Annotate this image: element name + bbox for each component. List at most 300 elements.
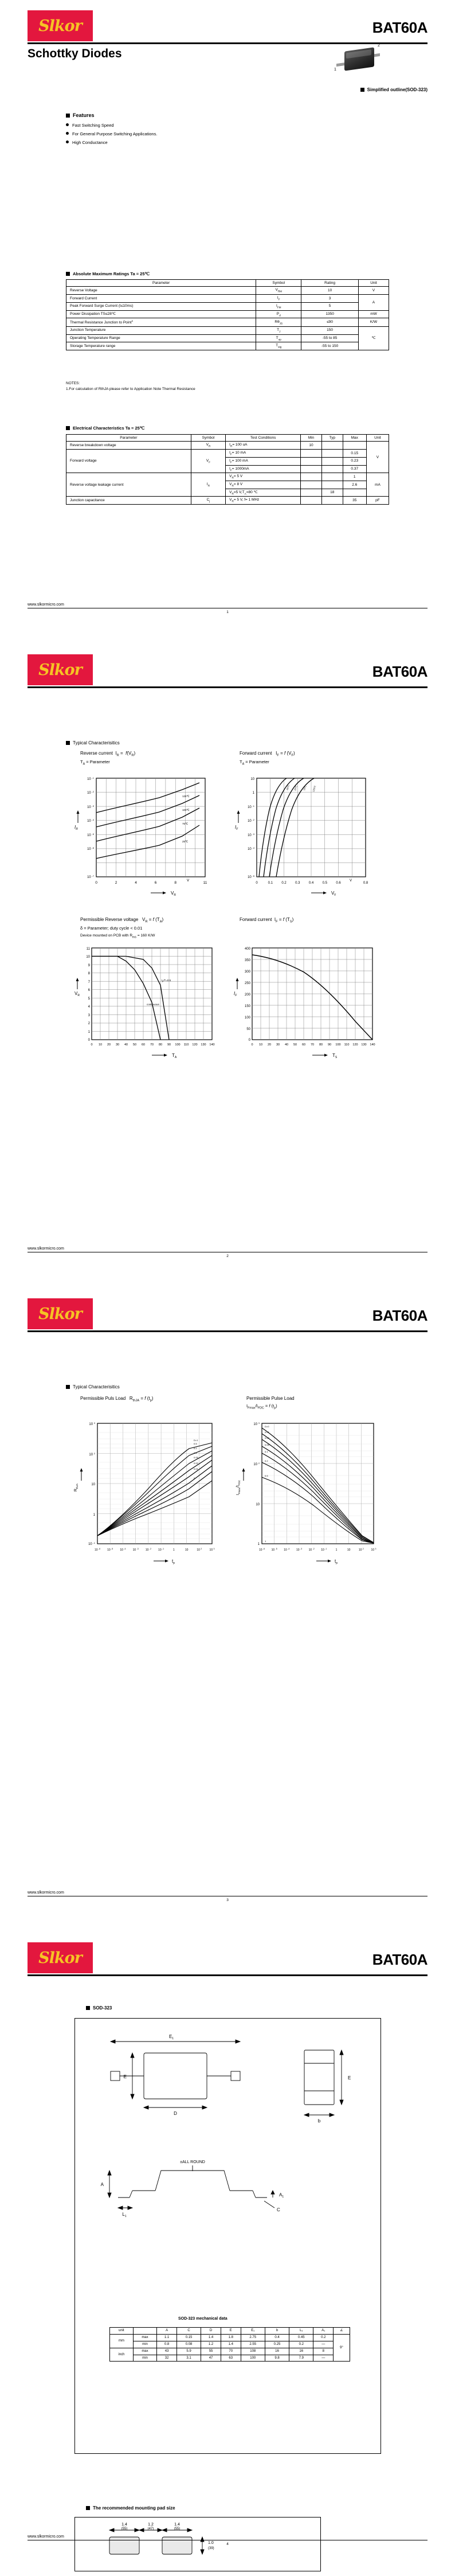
column-header: C bbox=[176, 2328, 201, 2335]
chart-forward-current-ts bbox=[229, 942, 390, 1068]
unit-cell: V bbox=[358, 287, 389, 295]
symbol-cell: $T_J$ bbox=[256, 326, 301, 334]
rating-cell: 5 bbox=[301, 302, 359, 310]
svg-text:5: 5 bbox=[88, 997, 90, 1001]
column-header: Unit bbox=[358, 280, 389, 287]
column-header: Parameter bbox=[66, 280, 256, 287]
parameter-cell: Storage Temperature range bbox=[66, 342, 256, 350]
chart-note: Device mounted on PCB with $R_{thS} = 160$ K/W bbox=[80, 934, 155, 939]
column-header: A₁ bbox=[313, 2328, 334, 2335]
rating-cell: 1350 bbox=[301, 310, 359, 318]
svg-text:1: 1 bbox=[93, 1513, 95, 1517]
svg-text:0.8: 0.8 bbox=[363, 881, 368, 885]
unit-cell: mW bbox=[358, 310, 389, 318]
rating-cell: 3 bbox=[301, 295, 359, 303]
parameter-cell: Reverse Voltage bbox=[66, 287, 256, 295]
feature-item: Fast Switching Speed bbox=[66, 123, 157, 128]
symbol-cell: $I_F$ bbox=[256, 295, 301, 303]
dimension-cell: 1.2 bbox=[201, 2341, 221, 2348]
column-header: A bbox=[157, 2328, 177, 2335]
svg-text:10 3: 10 $^3$ bbox=[371, 1548, 376, 1552]
dimension-cell: 63 bbox=[221, 2355, 241, 2362]
chart-caption-forward-current-ts bbox=[240, 916, 293, 925]
svg-text:10: 10 bbox=[91, 1483, 95, 1486]
svg-text:A1: $A_1$ bbox=[279, 2192, 284, 2199]
typ-cell bbox=[321, 481, 343, 489]
svg-text:10: 10 bbox=[86, 955, 90, 959]
dimension-cell: 55 bbox=[201, 2348, 221, 2355]
column-header bbox=[133, 2328, 156, 2335]
chart-subtitle: $T_A$ = Parameter bbox=[240, 759, 269, 766]
svg-text:3: 3 bbox=[88, 1014, 90, 1017]
svg-text:10 2: 10 $^2$ bbox=[89, 1452, 95, 1457]
svg-text:1: 1 bbox=[257, 1543, 260, 1546]
svg-text:0.2: 0.2 bbox=[265, 1459, 268, 1462]
absolute-maximum-ratings-table bbox=[66, 279, 389, 350]
svg-text:10 -1: 10 $^{-1}$ bbox=[248, 805, 254, 809]
part-number: BAT60A bbox=[372, 1951, 427, 1968]
typ-cell bbox=[321, 457, 343, 465]
svg-text:10 -4: 10 $^{-4}$ bbox=[284, 1548, 290, 1552]
typ-cell: 18 bbox=[321, 489, 343, 497]
dimension-cell: 16 bbox=[289, 2348, 313, 2355]
dimension-cell: 2.75 bbox=[241, 2334, 265, 2341]
table-row bbox=[66, 302, 389, 310]
unit-cell: inch bbox=[110, 2348, 134, 2362]
rating-cell: ≤90 bbox=[301, 318, 359, 327]
svg-text:10 -4: 10 $^{-4}$ bbox=[120, 1548, 126, 1552]
svg-text:70: 70 bbox=[310, 1043, 315, 1047]
svg-text:0.05: 0.05 bbox=[194, 1456, 198, 1459]
svg-text:75℃: 75℃ bbox=[303, 785, 307, 791]
svg-text:110: 110 bbox=[183, 1043, 189, 1047]
svg-text:L1: $L_1$ bbox=[122, 2212, 127, 2218]
svg-text:40: 40 bbox=[124, 1043, 128, 1047]
svg-text:10 -1: 10 $^{-1}$ bbox=[158, 1548, 164, 1552]
page-1 bbox=[0, 0, 455, 644]
typ-cell bbox=[321, 473, 343, 481]
parameter-cell: Thermal Resistance Junction to Point$^1$ bbox=[66, 318, 256, 327]
svg-text:tp: $t_p$ bbox=[172, 1559, 175, 1565]
svg-text:10 -5: 10 $^{-5}$ bbox=[107, 1548, 113, 1552]
dimension-cell: 0.45 bbox=[289, 2334, 313, 2341]
page-footer bbox=[28, 1891, 427, 1902]
column-header: Symbol bbox=[256, 280, 301, 287]
minmax-cell: max bbox=[133, 2334, 156, 2341]
package-preview-caption bbox=[360, 87, 427, 92]
logo-text: Slkor bbox=[38, 17, 82, 35]
parameter-cell: Junction Temperature bbox=[66, 326, 256, 334]
parameter-cell: Forward Current bbox=[66, 295, 256, 303]
parameter-cell: Reverse voltage leakage current bbox=[66, 473, 191, 497]
svg-text:10 -6: 10 $^{-6}$ bbox=[94, 1548, 101, 1552]
mechanical-heading bbox=[86, 2005, 112, 2011]
svg-text:10 -1: 10 $^{-1}$ bbox=[87, 776, 94, 781]
unit-cell: A bbox=[358, 295, 389, 310]
parameter-cell: Power Dissipation TS≤28℃ bbox=[66, 310, 256, 318]
svg-text:4: 4 bbox=[135, 881, 137, 885]
svg-text:0.1: 0.1 bbox=[265, 1450, 268, 1453]
svg-text:0: 0 bbox=[194, 1477, 195, 1480]
svg-text:0.5: 0.5 bbox=[322, 881, 327, 885]
page-3 bbox=[0, 1288, 455, 1932]
page-footer bbox=[28, 603, 427, 614]
rating-cell: -55 to 85 bbox=[301, 334, 359, 342]
table-row bbox=[66, 310, 389, 318]
dimension-cell: 3.1 bbox=[176, 2355, 201, 2362]
company-logo bbox=[28, 654, 93, 685]
dimension-cell: 70 bbox=[221, 2348, 241, 2355]
min-cell bbox=[301, 450, 322, 458]
condition-cell: $I_F= 1000mA$ bbox=[226, 465, 301, 473]
mechanical-table-caption: SOD-323 mechanical data bbox=[178, 2317, 227, 2321]
svg-text:125℃: 125℃ bbox=[182, 795, 190, 798]
dimension-cell: 2.55 bbox=[241, 2341, 265, 2348]
svg-text:10: 10 bbox=[347, 1548, 351, 1552]
chart-title: Forward current $I_F = f$ $(T_S)$ bbox=[240, 917, 294, 924]
svg-text:(47): (47) bbox=[147, 2527, 154, 2531]
svg-text:30: 30 bbox=[276, 1043, 280, 1047]
svg-text:A: A bbox=[100, 2182, 104, 2187]
dimension-cell: 0.8 bbox=[157, 2341, 177, 2348]
svg-text:6: 6 bbox=[88, 989, 90, 992]
pin-2-label: 2 bbox=[378, 44, 380, 48]
table-row bbox=[66, 442, 389, 450]
table-row bbox=[66, 450, 389, 458]
svg-text:10 -7: 10 $^{-7}$ bbox=[87, 875, 94, 879]
column-header: E₁ bbox=[241, 2328, 265, 2335]
company-logo bbox=[28, 10, 93, 41]
page-number: 1 bbox=[226, 610, 229, 614]
svg-text:0.5: 0.5 bbox=[265, 1474, 268, 1477]
dimension-cell: 0.08 bbox=[176, 2341, 201, 2348]
max-cell: 35 bbox=[343, 497, 366, 505]
svg-text:0.3: 0.3 bbox=[295, 881, 300, 885]
chart-permissible-reverse-voltage bbox=[69, 942, 229, 1068]
svg-text:10 -5: 10 $^{-5}$ bbox=[87, 833, 94, 837]
dimension-cell: 108 bbox=[241, 2348, 265, 2355]
package-preview-graphic bbox=[332, 39, 401, 85]
notes-text: 1.For calculation of RthJA please refer to Application Note Thermal Resistance bbox=[66, 387, 195, 391]
symbol-cell: $T_{op}$ bbox=[256, 334, 301, 342]
condition-cell: $V_R= 5$ V bbox=[226, 473, 301, 481]
svg-text:100: 100 bbox=[335, 1043, 341, 1047]
svg-text:E1: $E_1$ bbox=[168, 2034, 174, 2040]
symbol-cell: $I_{FM}$ bbox=[256, 302, 301, 310]
dimension-cell: 0.25 bbox=[265, 2341, 289, 2348]
column-header: Max bbox=[343, 435, 366, 442]
svg-text:100: 100 bbox=[244, 1016, 250, 1020]
symbol-cell: $V_{RM}$ bbox=[256, 287, 301, 295]
dimension-cell: 1.1 bbox=[157, 2334, 177, 2341]
notes-label: NOTES: bbox=[66, 381, 80, 385]
svg-text:0.01: 0.01 bbox=[194, 1467, 198, 1470]
min-cell bbox=[301, 489, 322, 497]
dimension-cell: — bbox=[313, 2355, 334, 2362]
symbol-cell: $C_j$ bbox=[191, 497, 225, 505]
svg-text:75℃: 75℃ bbox=[182, 822, 189, 825]
typical-char-heading-text: Typical Characterisitics bbox=[73, 740, 120, 746]
table-row bbox=[66, 342, 389, 350]
part-number: BAT60A bbox=[372, 663, 427, 680]
header-divider bbox=[28, 1330, 427, 1332]
company-logo bbox=[28, 1942, 93, 1973]
svg-text:10 -6: 10 $^{-6}$ bbox=[87, 846, 94, 851]
chart-title: Permissible Pulse Load bbox=[246, 1396, 295, 1401]
svg-text:120: 120 bbox=[352, 1043, 358, 1047]
svg-text:10 2: 10 $^2$ bbox=[358, 1548, 364, 1552]
elec-char-caption bbox=[66, 426, 144, 431]
chart-caption-pulse-load-ifmax bbox=[246, 1395, 295, 1411]
parameter-cell: Forward voltage bbox=[66, 450, 191, 473]
svg-text:10 3: 10 $^3$ bbox=[209, 1548, 215, 1552]
svg-text:50: 50 bbox=[132, 1043, 137, 1047]
svg-text:0.6: 0.6 bbox=[336, 881, 341, 885]
svg-text:10 3: 10 $^3$ bbox=[89, 1422, 95, 1426]
svg-text:250: 250 bbox=[244, 982, 250, 985]
chart-title: Forward current $I_F = f$ $(V_F)$ bbox=[240, 751, 295, 758]
svg-text:0.01: 0.01 bbox=[265, 1431, 269, 1434]
package-outline-drawing bbox=[75, 2019, 381, 2305]
svg-text:130: 130 bbox=[361, 1043, 367, 1047]
table-row bbox=[66, 295, 389, 303]
dimension-cell: — bbox=[313, 2341, 334, 2348]
minmax-cell: max bbox=[133, 2348, 156, 2355]
typical-char-heading-text: Typical Characterisitics bbox=[73, 1384, 120, 1390]
column-header: L₁ bbox=[289, 2328, 313, 2335]
svg-text:1.2: 1.2 bbox=[148, 2523, 154, 2527]
max-cell bbox=[343, 442, 366, 450]
column-header: Symbol bbox=[191, 435, 225, 442]
svg-text:IFmax/IFDC: $I_{Fmax}/I_{FDC}$ bbox=[236, 1480, 241, 1496]
symbol-cell: $V_F$ bbox=[191, 450, 225, 473]
svg-text:0: 0 bbox=[256, 881, 258, 885]
abs-max-notes bbox=[66, 381, 195, 392]
svg-text:1: 1 bbox=[88, 1031, 90, 1034]
rating-cell: 150 bbox=[301, 326, 359, 334]
svg-text:TS: $T_S$ bbox=[332, 1053, 338, 1059]
svg-text:0.1: 0.1 bbox=[268, 881, 273, 885]
symbol-cell: $I_R$ bbox=[191, 473, 225, 497]
svg-text:10: 10 bbox=[250, 778, 254, 781]
svg-text:80: 80 bbox=[319, 1043, 323, 1047]
elec-char-caption-text: Electrical Characteristics Ta = 25℃ bbox=[73, 426, 145, 431]
mechanical-drawing-frame bbox=[74, 2018, 381, 2454]
svg-text:(55): (55) bbox=[121, 2527, 128, 2531]
typical-characteristics-heading bbox=[66, 1384, 120, 1390]
svg-text:1: 1 bbox=[172, 1548, 175, 1552]
svg-text:8: 8 bbox=[174, 881, 177, 885]
svg-text:25℃: 25℃ bbox=[182, 840, 189, 843]
svg-text:11: 11 bbox=[203, 881, 207, 885]
svg-text:6: 6 bbox=[154, 881, 157, 885]
svg-text:10 -1: 10 $^{-1}$ bbox=[88, 1541, 95, 1546]
svg-text:90: 90 bbox=[327, 1043, 332, 1047]
chart-forward-current bbox=[229, 771, 384, 906]
svg-text:0: 0 bbox=[88, 1039, 90, 1042]
chart-reverse-current bbox=[69, 771, 223, 906]
page-4 bbox=[0, 1932, 455, 2576]
svg-text:1: 1 bbox=[265, 1540, 266, 1543]
condition-cell: $I_R= 100$ uA bbox=[226, 442, 301, 450]
typ-cell bbox=[321, 450, 343, 458]
svg-text:0: 0 bbox=[251, 1043, 253, 1047]
svg-text:IF: $I_F$ bbox=[235, 825, 238, 831]
header-divider bbox=[28, 686, 427, 688]
svg-text:80: 80 bbox=[158, 1043, 163, 1047]
condition-cell: $I_F= 10$ mA bbox=[226, 450, 301, 458]
svg-text:10 -5: 10 $^{-5}$ bbox=[271, 1548, 277, 1552]
svg-text:60: 60 bbox=[301, 1043, 306, 1047]
svg-text:TA: $T_A$ bbox=[172, 1053, 177, 1059]
minmax-cell: min bbox=[133, 2355, 156, 2362]
svg-text:0.4: 0.4 bbox=[308, 881, 314, 885]
symbol-cell: $T_{stg}$ bbox=[256, 342, 301, 350]
svg-text:10 2: 10 $^2$ bbox=[197, 1548, 202, 1552]
table-row bbox=[110, 2334, 350, 2341]
column-header: Test Conditions bbox=[226, 435, 301, 442]
column-header: Unit bbox=[366, 435, 389, 442]
dimension-cell: 32 bbox=[157, 2355, 177, 2362]
svg-text:tp/T=0.5: $t_p/T=0.5$ bbox=[162, 979, 171, 982]
svg-text:0.1: 0.1 bbox=[194, 1451, 197, 1454]
svg-text:10 -4: 10 $^{-4}$ bbox=[87, 818, 94, 823]
column-header: E bbox=[221, 2328, 241, 2335]
page-number: 4 bbox=[226, 2542, 229, 2546]
electrical-characteristics-table bbox=[66, 434, 389, 505]
parameter-cell: Peak Forward Surge Current (t≤10ms) bbox=[66, 302, 256, 310]
svg-text:200: 200 bbox=[244, 993, 250, 997]
svg-text:350: 350 bbox=[244, 959, 250, 962]
svg-text:125℃: 125℃ bbox=[312, 785, 317, 793]
svg-text:0: 0 bbox=[248, 1039, 250, 1042]
svg-text:VR: $V_R$ bbox=[171, 891, 176, 897]
svg-text:2: 2 bbox=[88, 1022, 90, 1025]
feature-item: High Conductance bbox=[66, 140, 157, 145]
svg-text:1.4: 1.4 bbox=[121, 2523, 127, 2527]
svg-text:10 -2: 10 $^{-2}$ bbox=[145, 1548, 151, 1552]
logo-text: Slkor bbox=[38, 661, 82, 679]
svg-text:10 -2: 10 $^{-2}$ bbox=[87, 790, 94, 795]
mechanical-heading-text: SOD-323 bbox=[93, 2005, 112, 2011]
min-cell bbox=[301, 465, 322, 473]
svg-text:(39): (39) bbox=[208, 2547, 214, 2550]
svg-text:8: 8 bbox=[88, 972, 90, 975]
package-caption-text: Simplified outline(SOD-323) bbox=[367, 87, 427, 92]
svg-text:10 -2: 10 $^{-2}$ bbox=[248, 818, 254, 823]
typical-characteristics-heading bbox=[66, 740, 120, 746]
column-header: b bbox=[265, 2328, 289, 2335]
svg-text:9: 9 bbox=[88, 964, 90, 967]
svg-text:0.02: 0.02 bbox=[265, 1437, 269, 1439]
table-row bbox=[66, 497, 389, 505]
column-header: Typ bbox=[321, 435, 343, 442]
footer-url: www.slkormicro.com bbox=[28, 2535, 64, 2539]
svg-text:10 -3: 10 $^{-3}$ bbox=[132, 1548, 139, 1552]
features-heading bbox=[66, 112, 157, 118]
chart-subtitle: $I_{Fmax}/I_{FDC} = f$ $(t_p)$ bbox=[246, 1403, 277, 1410]
parameter-cell: Junction capacitance bbox=[66, 497, 191, 505]
unit-cell: ℃ bbox=[358, 326, 389, 350]
column-header: Min bbox=[301, 435, 322, 442]
svg-text:1: 1 bbox=[335, 1548, 338, 1552]
dimension-cell: 7.9 bbox=[289, 2355, 313, 2362]
svg-text:20: 20 bbox=[107, 1043, 111, 1047]
rating-cell: -55 to 150 bbox=[301, 342, 359, 350]
max-cell: 0.23 bbox=[343, 457, 366, 465]
symbol-cell: $P_d$ bbox=[256, 310, 301, 318]
svg-text:70: 70 bbox=[150, 1043, 154, 1047]
svg-text:E: E bbox=[123, 2074, 127, 2079]
svg-text:VF: $V_F$ bbox=[331, 891, 336, 897]
max-cell: 0.15 bbox=[343, 450, 366, 458]
logo-text: Slkor bbox=[38, 1305, 82, 1323]
svg-text:30: 30 bbox=[115, 1043, 120, 1047]
package-body bbox=[344, 47, 374, 71]
svg-text:10 -3: 10 $^{-3}$ bbox=[87, 805, 94, 809]
svg-text:10 -2: 10 $^{-2}$ bbox=[308, 1548, 315, 1552]
page-footer bbox=[28, 1247, 427, 1258]
parameter-cell: Reverse breakdown voltage bbox=[66, 442, 191, 450]
company-logo bbox=[28, 1298, 93, 1329]
svg-text:1.0: 1.0 bbox=[208, 2541, 214, 2545]
svg-text:10: 10 bbox=[256, 1503, 260, 1506]
chart-subtitle: δ = Parameter; duty cycle < 0.01 bbox=[80, 926, 143, 931]
unit-cell: pF bbox=[366, 497, 389, 505]
dimension-cell: 8 bbox=[313, 2348, 334, 2355]
svg-text:140: 140 bbox=[209, 1043, 215, 1047]
chart-permissible-pulse-load-rthja bbox=[72, 1416, 232, 1574]
svg-text:IR: $I_R$ bbox=[74, 825, 78, 831]
column-header: ∠ bbox=[334, 2328, 350, 2335]
svg-text:40: 40 bbox=[284, 1043, 289, 1047]
dimension-cell: 16 bbox=[265, 2348, 289, 2355]
table-row bbox=[66, 326, 389, 334]
table-row bbox=[110, 2341, 350, 2348]
min-cell: 10 bbox=[301, 442, 322, 450]
symbol-cell: $V_R$ bbox=[191, 442, 225, 450]
svg-text:VR: $V_R$ bbox=[74, 991, 80, 997]
table-row bbox=[66, 334, 389, 342]
svg-text:0.2: 0.2 bbox=[194, 1447, 197, 1450]
dimension-cell: 1.4 bbox=[221, 2341, 241, 2348]
unit-cell: mm bbox=[110, 2334, 134, 2348]
svg-text:1: 1 bbox=[252, 791, 254, 795]
dimension-cell: 9.8 bbox=[265, 2355, 289, 2362]
svg-text:20: 20 bbox=[267, 1043, 272, 1047]
svg-text:10 -5: 10 $^{-5}$ bbox=[248, 875, 254, 879]
svg-text:60: 60 bbox=[141, 1043, 146, 1047]
min-cell bbox=[301, 457, 322, 465]
max-cell bbox=[343, 489, 366, 497]
svg-text:continuous: continuous bbox=[147, 1003, 159, 1006]
svg-text:tp: $t_p$ bbox=[335, 1559, 338, 1565]
svg-text:10 -1: 10 $^{-1}$ bbox=[321, 1548, 327, 1552]
logo-text: Slkor bbox=[38, 1949, 82, 1967]
max-cell: 0.37 bbox=[343, 465, 366, 473]
svg-text:10: 10 bbox=[185, 1548, 189, 1552]
column-header: unit bbox=[110, 2328, 134, 2335]
table-row bbox=[66, 473, 389, 481]
pin-1-label: 1 bbox=[334, 68, 336, 72]
part-number: BAT60A bbox=[372, 1307, 427, 1324]
svg-text:10 3: 10 $^3$ bbox=[253, 1422, 260, 1426]
svg-text:10: 10 bbox=[98, 1043, 103, 1047]
svg-text:10 2: 10 $^2$ bbox=[253, 1462, 260, 1466]
dimension-cell: 47 bbox=[201, 2355, 221, 2362]
svg-text:150: 150 bbox=[244, 1005, 250, 1008]
table-row bbox=[110, 2348, 350, 2355]
